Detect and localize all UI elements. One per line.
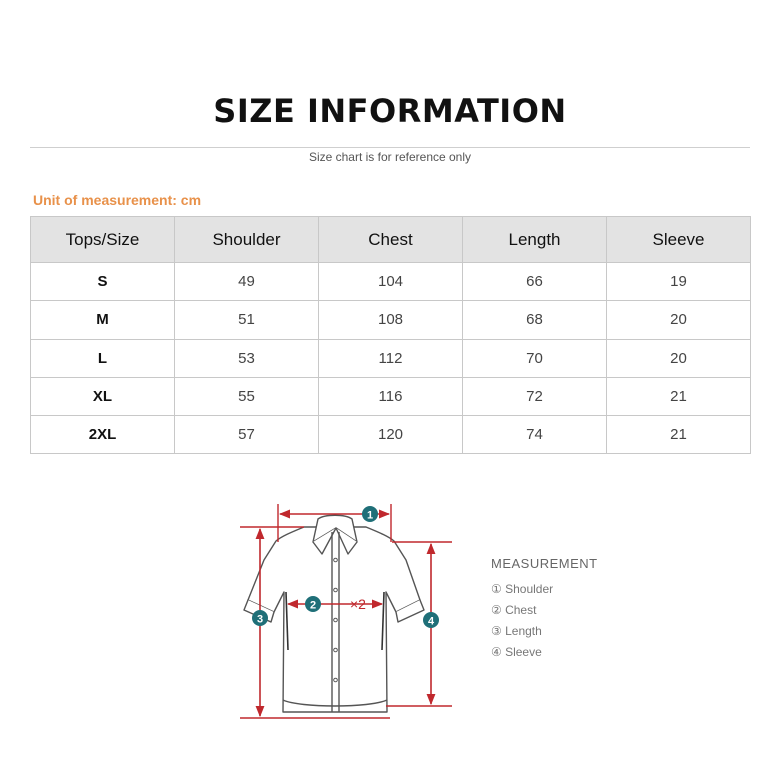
- legend-item-sleeve: ④ Sleeve: [491, 645, 542, 659]
- title-divider: [30, 147, 750, 148]
- length-cell: 70: [463, 339, 607, 377]
- shoulder-cell: 55: [175, 377, 319, 415]
- svg-text:2: 2: [309, 599, 317, 612]
- legend-title: MEASUREMENT: [491, 556, 598, 571]
- column-header-length: Length: [463, 217, 607, 263]
- shoulder-cell: 57: [175, 416, 319, 454]
- column-header-sleeve: Sleeve: [607, 217, 751, 263]
- shirt-icon: [244, 515, 424, 712]
- legend-item-shoulder: ① Shoulder: [491, 582, 554, 596]
- size-table: [30, 216, 751, 454]
- sleeve-cell: 20: [607, 301, 751, 339]
- chest-cell: 112: [319, 339, 463, 377]
- shoulder-cell: 53: [175, 339, 319, 377]
- length-cell: 68: [463, 301, 607, 339]
- column-header-shoulder: Shoulder: [175, 217, 319, 263]
- table-row: [31, 416, 751, 454]
- legend-item-length: ③ Length: [491, 624, 542, 638]
- svg-text:4: 4: [427, 615, 435, 628]
- size-cell: XL: [31, 377, 175, 415]
- svg-text:1: 1: [366, 509, 374, 522]
- size-cell: L: [31, 339, 175, 377]
- table-header-row: [31, 217, 751, 263]
- column-header-chest: Chest: [319, 217, 463, 263]
- marker-3: [252, 610, 268, 626]
- marker-2: [305, 596, 321, 612]
- measurement-legend: [491, 556, 598, 663]
- chest-cell: 104: [319, 263, 463, 301]
- marker-4: [423, 612, 439, 628]
- shoulder-cell: 49: [175, 263, 319, 301]
- size-cell: S: [31, 263, 175, 301]
- page-title: SIZE INFORMATION: [213, 92, 567, 130]
- chest-cell: 108: [319, 301, 463, 339]
- marker-1: [362, 506, 378, 522]
- chest-cell: 120: [319, 416, 463, 454]
- sleeve-cell: 20: [607, 339, 751, 377]
- chest-cell: 116: [319, 377, 463, 415]
- size-cell: 2XL: [31, 416, 175, 454]
- length-cell: 72: [463, 377, 607, 415]
- length-cell: 74: [463, 416, 607, 454]
- table-row: [31, 301, 751, 339]
- table-row: [31, 339, 751, 377]
- table-row: [31, 377, 751, 415]
- shoulder-cell: 51: [175, 301, 319, 339]
- column-header-size: Tops/Size: [31, 217, 175, 263]
- chest-multiplier: ×2: [350, 596, 366, 612]
- legend-item-chest: ② Chest: [491, 603, 537, 617]
- unit-label: Unit of measurement: cm: [33, 192, 202, 208]
- sleeve-cell: 19: [607, 263, 751, 301]
- table-row: [31, 263, 751, 301]
- size-cell: M: [31, 301, 175, 339]
- sleeve-cell: 21: [607, 416, 751, 454]
- sleeve-cell: 21: [607, 377, 751, 415]
- page-subtitle: Size chart is for reference only: [308, 150, 472, 164]
- length-cell: 66: [463, 263, 607, 301]
- svg-text:3: 3: [256, 613, 264, 626]
- shirt-measurement-diagram: [0, 470, 768, 768]
